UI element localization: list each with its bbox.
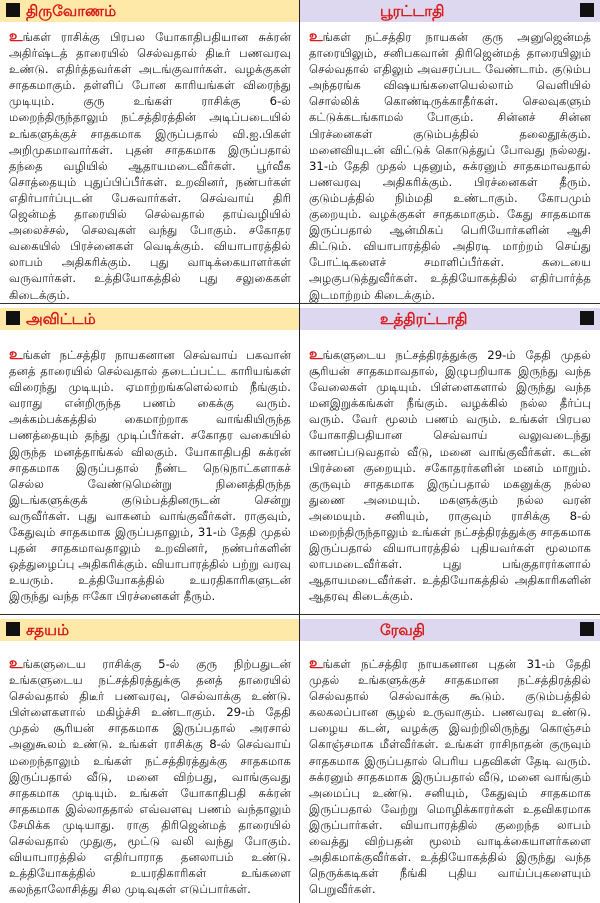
paragraph: ங்கள் ராசிக்கு பிரபல யோகாதிபதியான சுக்ரன் அதிர்ஷ்டத் தாரையில் செல்வதால் திடீர் பணவரவு உண்டு. எதிர்த்தவர்கள் அடங்குவார்கள். வழக்குகள் சாதகமாகும். தள்ளிப் போன காரியங்கள் விரைந்து முடியும். குரு உங்கள் ராசிக்கு 6-ல் மறைந்திருந்தாலும் நட்சத்திரத்தின் அடிப்படையில் உங்களுக்குச் சாதகமாக இருப்பதால் வி.ஐ.பிகள் அறிமுகமாவார்கள். புதன் சாதகமாக இருப்பதால் தந்தை வழியில் ஆதாயமடைவீர்கள். பூர்வீக சொத்தையும் புதுப்பிப்பீர்கள். உறவினர், நண்பர்கள் எதிர்பார்ப்புடன் பேசுவார்கள். செவ்வாய் திரி ஜென்மத் தாரையில் செல்வதால் தாய்வழியில் அலைச்சல், செலவுகள் வந்து போகும். சகோதர வகையில் பிரச்னைகள் வெடிக்கும். வியாபாரத்தில் லாபம் அதிகரிக்கும். புது வாடிக்கையாளர்கள் வருவார்கள். உத்தியோகத்தில் புது சலுகைகள் கிடைக்கும். — [9, 30, 291, 302]
section-text — [300, 330, 600, 622]
drop-cap: உ — [9, 654, 23, 672]
row-divider — [0, 614, 600, 615]
paragraph: ங்களுடைய நட்சத்திரத்துக்கு 29-ம் தேதி முதல் சூரியன் சாதகமாவதால், இழுபறியாக இருந்து வந்த வேலைகள் முடியும். பிள்ளைகளால் இருந்து வந்த மனஇறுக்கங்கள் நீங்கும். வழக்கில் நல்ல தீர்ப்பு வரும். வேர் மூலம் பணம் வரும். உங்கள் பிரபல யோகாதிபதியான செவ்வாய் வலுவடைந்து காணப்படுவதால் வீடு, மனை வாங்குவீர்கள். கடன் பிரச்னை குறையும். சகோதரர்களின் மனம் மாறும். குருவும் சாதகமாக இருப்பதால் மகனுக்கு நல்ல துணை அமையும். மகளுக்கும் நல்ல வரன் அமையும். சனியும், ராகுவும் ராசிக்கு 8-ல் மறைந்திருந்தாலும் உங்கள் நட்சத்திரத்துக்கு சாதகமாக இருப்பதால் வியாபாரத்தில் புதியவர்கள் மூலமாக லாபமடைவீர்கள். புது பங்குதாரர்களால் ஆதாயமடைவீர்கள். உத்தியோகத்தில் அதிகாரிகளின் ஆதரவு கிடைக்கும். — [309, 348, 591, 604]
section-revathi — [300, 619, 600, 903]
square-bullet-icon — [580, 622, 594, 636]
section-avittam — [0, 308, 300, 622]
section-title: பூரட்டாதி — [380, 2, 445, 20]
square-bullet-icon — [580, 311, 594, 325]
section-title: உத்திரட்டாதி — [380, 310, 468, 328]
section-header — [0, 308, 300, 330]
drop-cap: உ — [309, 27, 323, 45]
section-sathayam — [0, 619, 300, 903]
section-text — [300, 641, 600, 903]
paragraph: ங்கள் நட்சத்திர நாயகனான புதன் 31-ம் தேதி முதல் உங்களுக்குச் சாதகமான நட்சத்திரத்தில் செல்வதால் செல்வாக்கு கூடும். குடும்பத்தில் கலகலப்பான சூழல் உருவாகும். பணவரவு உண்டு. பழைய கடன், வழக்கு இவற்றிலிருந்து கொஞ்சம் கொஞ்சமாக மீள்வீர்கள். உங்கள் ராசிநாதன் குருவும் சாதகமாக இருப்பதால் பெரிய பதவிகள் தேடி வரும். சுக்ரனும் சாதகமாக இருப்பதால் வீடு, மனை வாங்கும் அமைப்பு உண்டு. சனியும், கேதுவும் சாதகமாக இருப்பதால் வேற்று மொழிக்காரர்கள் உதவிகரமாக இருப்பார்கள். வியாபாரத்தில் குறைந்த லாபம் வைத்து விற்பதன் மூலம் வாடிக்கையாளர்களை அதிகமாக்குவீர்கள். உத்தியோகத்தில் இருந்து வந்த நெருக்கடிகள் நீங்கி புதிய வாய்ப்புகளையும் பெறுவீர்கள். — [309, 657, 591, 897]
section-title: சதயம் — [26, 621, 70, 639]
square-bullet-icon — [6, 311, 20, 325]
section-header — [300, 619, 600, 641]
drop-cap: உ — [309, 654, 323, 672]
square-bullet-icon — [6, 3, 20, 17]
section-pooratathi — [300, 0, 600, 304]
drop-cap: உ — [309, 345, 323, 363]
square-bullet-icon — [6, 622, 20, 636]
section-text — [0, 22, 300, 302]
section-header — [300, 308, 600, 330]
drop-cap: உ — [9, 345, 23, 363]
paragraph: ங்கள் நட்சத்திர நாயகன் குரு அனுஜென்மத் தாரையிலும், சனிபகவான் திரிஜென்மத் தாரையிலும் செல்வதால் எதிலும் அவசரப்பட வேண்டாம். குடும்ப அந்தரங்க விஷயங்களையெல்லாம் வெளியில் சொல்லிக் கொண்டிருக்காதீர்கள். செலவுகளும் கட்டுக்கடங்காமல் போகும். சின்னச் சின்ன பிரச்னைகள் குடும்பத்தில் தலைதூக்கும். மனைவியுடன் விட்டுக் கொடுத்துப் போவது நல்லது. 31-ம் தேதி முதல் புதனும், சுக்ரனும் சாதகமாவதால் பணவரவு அதிகரிக்கும். பிரச்னைகள் தீரும். குடும்பத்தில் நிம்மதி உண்டாகும். கோபமும் குறையும். வழக்குகள் சாதகமாகும். கேது சாதகமாக இருப்பதால் ஆன்மிகப் பெரியோர்களின் ஆசி கிட்டும். வியாபாரத்தில் அதிரடி மாற்றம் செய்து போட்டிகளைச் சமாளிப்பீர்கள். கடையை அழகுபடுத்துவீர்கள். உத்தியோகத்தில் எதிர்பார்த்த இடமாற்றம் கிடைக்கும். — [309, 30, 591, 302]
drop-cap: உ — [9, 27, 23, 45]
section-header — [0, 0, 300, 22]
section-uttiratathi — [300, 308, 600, 622]
section-text — [0, 641, 300, 903]
section-header — [300, 0, 600, 22]
paragraph: ங்களுடைய ராசிக்கு 5-ல் குரு நிற்பதுடன் உங்களுடைய நட்சத்திரத்துக்கு தனத் தாரையில் செல்வதால் திடீர் பணவரவு, செல்வாக்கு உண்டு. பிள்ளைகளால் மகிழ்ச்சி உண்டாகும். 29-ம் தேதி முதல் சூரியன் சாதகமாக இருப்பதால் அரசால் அனுகூலம் உண்டு. உங்கள் ராசிக்கு 8-ல் செவ்வாய் மறைந்தாலும் உங்கள் நட்சத்திரத்துக்கு சாதகமாக இருப்பதால் வீடு, மனை விற்பது, வாங்குவது சாதகமாக முடியும். உங்கள் யோகாதிபதி சுக்ரன் சாதகமாக இல்லாததால் எவ்வளவு பணம் வந்தாலும் சேமிக்க முடியாது. ராகு திரிஜென்மத் தாரையில் செல்வதால் முதுகு, மூட்டு வலி வந்து போகும். வியாபாரத்தில் எதிர்பாராத தனலாபம் உண்டு. உத்தியோகத்தில் உயரதிகாரிகள் உங்களை கலந்தாலோசித்து சில முடிவுகள் எடுப்பார்கள். — [9, 657, 291, 897]
row-divider — [0, 303, 600, 304]
section-title: அவிட்டம் — [26, 310, 96, 328]
section-tiruvonam — [0, 0, 300, 302]
square-bullet-icon — [580, 3, 594, 17]
section-text — [0, 330, 300, 622]
section-title: ரேவதி — [380, 621, 426, 639]
paragraph: ங்கள் நட்சத்திர நாயகனான செவ்வாய் பகவான் தனத் தாரையில் செல்வதால் தடைப்பட்ட காரியங்கள் விரைந்து முடியும். ஏமாற்றங்களெல்லாம் நீங்கும். வராது என்றிருந்த பணம் கைக்கு வரும். அக்கம்பக்கத்தில் கைமாற்றாக வாங்கியிருந்த பணத்தையும் தந்து முடிப்பீர்கள். சகோதர வகையில் இருந்த மனத்தாங்கல் விலகும். யோகாதிபதி சுக்ரன் சாதகமாக இருப்பதால் நீண்ட நெடுநாட்களாகச் செல்ல வேண்டுமென்று நினைத்திருந்த இடங்களுக்குக் குடும்பத்தினருடன் சென்று வருவீர்கள். புது வாகனம் வாங்குவீர்கள். ராகுவும், கேதுவும் சாதகமாக இருப்பதாலும், 31-ம் தேதி முதல் புதன் சாதகமாவதாலும் உறவினர், நண்பர்களின் ஒத்துழைப்பு அதிகரிக்கும். வியாபாரத்தில் பற்று வரவு உயரும். உத்தியோகத்தில் உயரதிகாரிகளுடன் இருந்து வந்த ஈகோ பிரச்னைகள் தீரும். — [9, 348, 291, 604]
section-header — [0, 619, 300, 641]
section-title: திருவோணம் — [26, 2, 117, 20]
section-text — [300, 22, 600, 304]
